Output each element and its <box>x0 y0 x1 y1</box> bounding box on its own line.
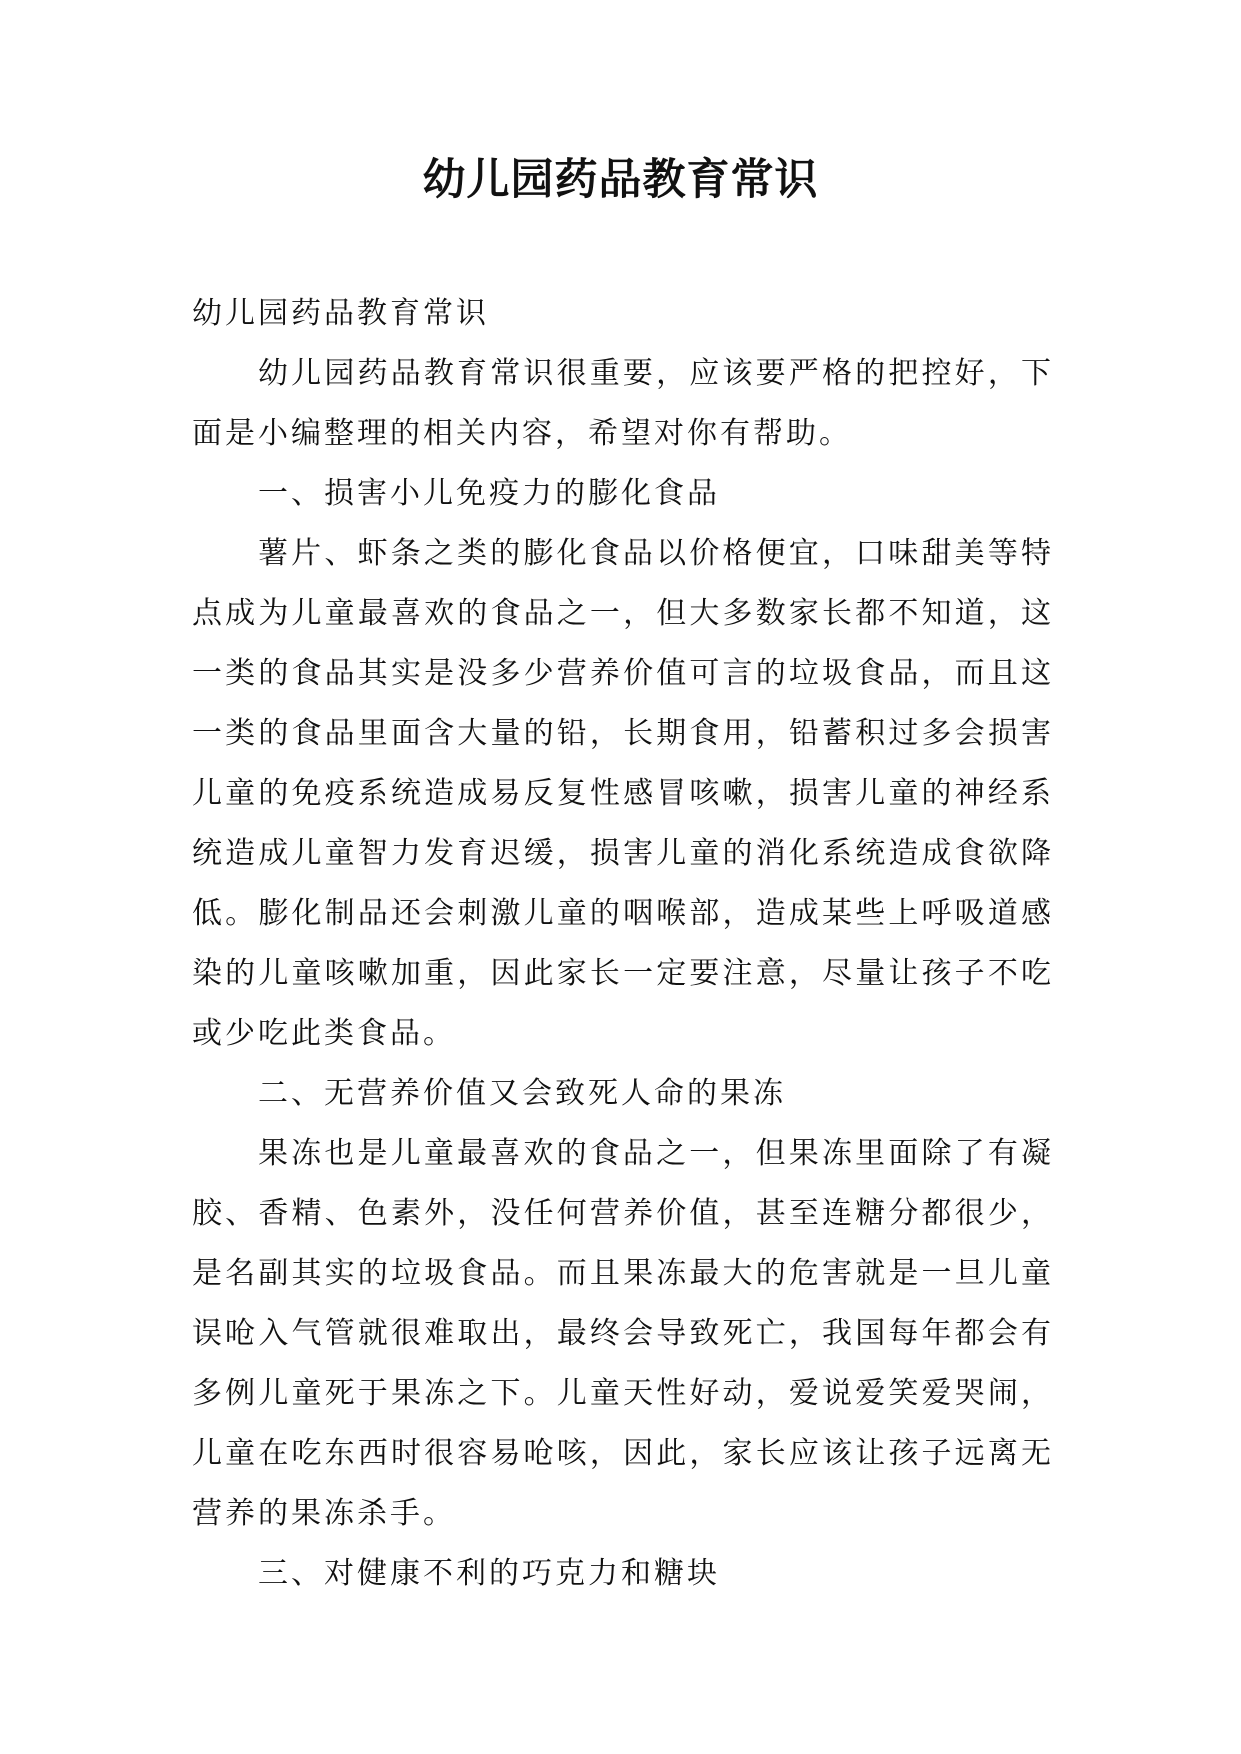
paragraph-jelly: 果冻也是儿童最喜欢的食品之一，但果冻里面除了有凝胶、香精、色素外，没任何营养价值，甚至连糖分都很少，是名副其实的垃圾食品。而且果冻最大的危害就是一旦儿童误呛入气管就很难取出，最终会导致死亡，我国每年都会有多例儿童死于果冻之下。儿童天性好动，爱说爱笑爱哭闹，儿童在吃东西时很容易呛咳，因此，家长应该让孩子远离无营养的果冻杀手。 <box>192 1136 1054 1531</box>
paragraph-puffed-food: 薯片、虾条之类的膨化食品以价格便宜，口味甜美等特点成为儿童最喜欢的食品之一，但大多数家长都不知道，这一类的食品其实是没多少营养价值可言的垃圾食品，而且这一类的食品里面含大量的铅，长期食用，铅蓄积过多会损害儿童的免疫系统造成易反复性感冒咳嗽，损害儿童的神经系统造成儿童智力发育迟缓，损害儿童的消化系统造成食欲降低。膨化制品还会刺激儿童的咽喉部，造成某些上呼吸道感染的儿童咳嗽加重，因此家长一定要注意，尽量让孩子不吃或少吃此类食品。 <box>192 536 1054 1051</box>
section-heading-1: 一、损害小儿免疫力的膨化食品 <box>258 476 720 511</box>
document-title: 幼儿园药品教育常识 <box>422 155 819 205</box>
document-body <box>192 284 1054 1604</box>
body-subtitle: 幼儿园药品教育常识 <box>192 296 489 331</box>
section-heading-2: 二、无营养价值又会致死人命的果冻 <box>258 1076 786 1111</box>
section-heading-3: 三、对健康不利的巧克力和糖块 <box>258 1556 720 1591</box>
paragraph-intro: 幼儿园药品教育常识很重要，应该要严格的把控好，下面是小编整理的相关内容，希望对你有帮助。 <box>192 356 1054 451</box>
